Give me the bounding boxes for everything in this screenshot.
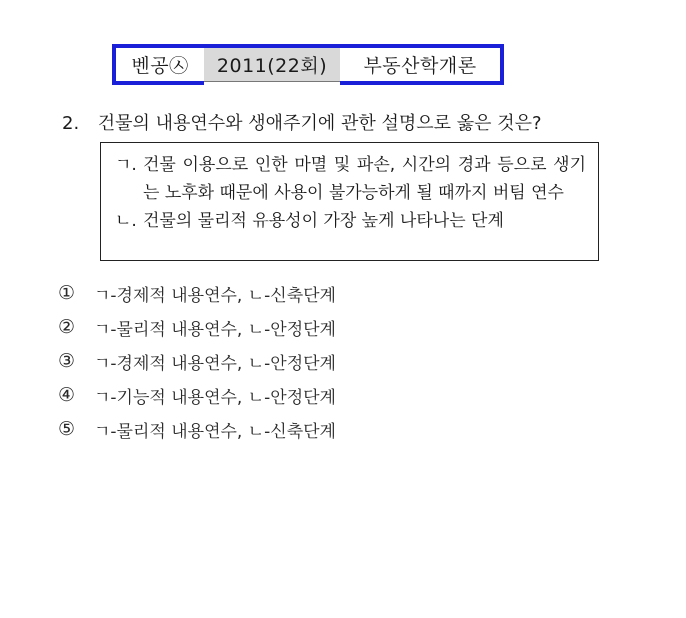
option-text: ㄱ-경제적 내용연수, ㄴ-신축단계 bbox=[94, 285, 336, 306]
option-text: ㄱ-물리적 내용연수, ㄴ-신축단계 bbox=[94, 421, 336, 442]
answer-options bbox=[58, 276, 336, 446]
statement-text: 건물 이용으로 인한 마멸 및 파손, 시간의 경과 등으로 생기는 노후화 때문에 사용이 불가능하게 될 때까지 버팀 연수 bbox=[143, 155, 586, 203]
answer-option-2[interactable] bbox=[58, 310, 336, 344]
header-subject: 벤공㉦ bbox=[116, 48, 204, 81]
option-text: ㄱ-물리적 내용연수, ㄴ-안정단계 bbox=[94, 319, 336, 340]
option-number: ④ bbox=[58, 384, 76, 406]
option-number: ⑤ bbox=[58, 418, 76, 440]
exam-header bbox=[112, 44, 504, 82]
answer-option-5[interactable] bbox=[58, 412, 336, 446]
option-text: ㄱ-기능적 내용연수, ㄴ-안정단계 bbox=[94, 387, 336, 408]
option-number: ③ bbox=[58, 350, 76, 372]
statement-mark: ㄱ. bbox=[115, 155, 137, 175]
option-number: ① bbox=[58, 282, 76, 304]
header-title: 부동산학개론 bbox=[340, 48, 500, 81]
answer-option-4[interactable] bbox=[58, 378, 336, 412]
header-year: 2011(22회) bbox=[204, 48, 340, 81]
answer-option-1[interactable] bbox=[58, 276, 336, 310]
answer-option-3[interactable] bbox=[58, 344, 336, 378]
statement-text: 건물의 물리적 유용성이 가장 높게 나타나는 단계 bbox=[143, 211, 504, 231]
statement-mark: ㄴ. bbox=[115, 211, 137, 231]
option-text: ㄱ-경제적 내용연수, ㄴ-안정단계 bbox=[94, 353, 336, 374]
question-number: 2. bbox=[62, 113, 80, 134]
question-text: 건물의 내용연수와 생애주기에 관한 설명으로 옳은 것은? bbox=[97, 113, 542, 134]
statement-item bbox=[115, 151, 586, 207]
statement-item bbox=[115, 207, 586, 235]
question-stem bbox=[62, 109, 542, 135]
statement-box bbox=[100, 142, 599, 261]
option-number: ② bbox=[58, 316, 76, 338]
